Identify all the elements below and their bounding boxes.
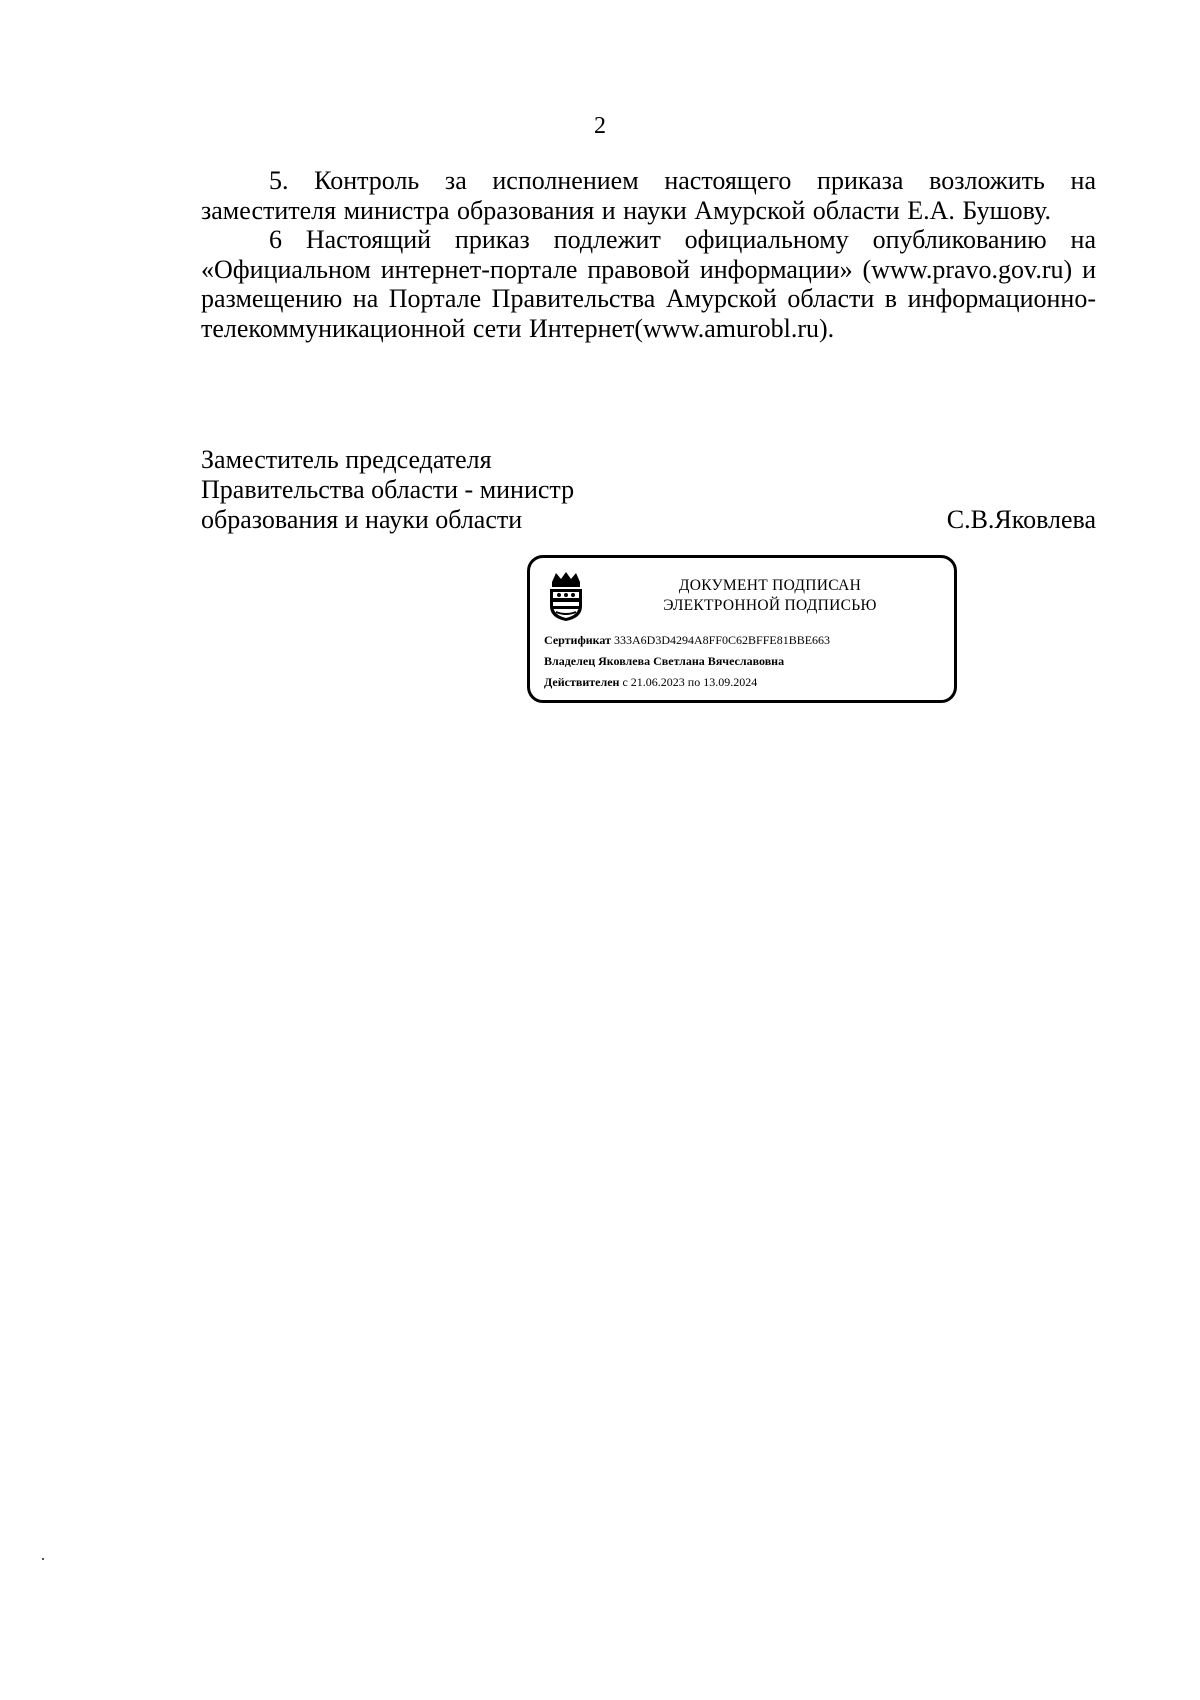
scan-speck — [42, 1558, 44, 1560]
paragraph-control: 5. Контроль за исполнением настоящего приказа возложить на заместителя министра образования и науки Амурской области Е.А. Бушову. — [201, 166, 1096, 225]
stamp-details — [544, 630, 954, 693]
validity-from-word: с — [622, 675, 628, 689]
stamp-title-line1: ДОКУМЕНТ ПОДПИСАН — [678, 577, 862, 594]
signatory-name: С.В.Яковлева — [946, 505, 1096, 534]
electronic-signature-stamp — [527, 555, 957, 703]
validity-to-date: 13.09.2024 — [703, 675, 758, 689]
signatory-position-line: Правительства области - министр — [201, 475, 575, 504]
stamp-title-line2: ЭЛЕКТРОННОЙ ПОДПИСЬЮ — [663, 597, 877, 614]
stamp-title — [600, 576, 940, 616]
certificate-value: 333A6D3D4294A8FF0C62BFFE81BBE663 — [614, 633, 831, 647]
owner-row — [544, 651, 954, 672]
validity-row — [544, 672, 954, 693]
signature-block — [201, 445, 1096, 535]
owner-value: Яковлева Светлана Вячеславовна — [598, 654, 785, 668]
owner-label: Владелец — [544, 654, 596, 668]
certificate-row — [544, 630, 954, 651]
validity-from-date: 21.06.2023 — [630, 675, 685, 689]
amur-oblast-coat-of-arms-icon — [544, 570, 588, 622]
validity-label: Действителен — [544, 675, 620, 689]
validity-to-word: по — [687, 675, 701, 689]
signatory-position-line: образования и науки области — [201, 505, 523, 534]
order-body — [201, 166, 1096, 343]
certificate-label: Сертификат — [544, 633, 611, 647]
page-number: 2 — [594, 113, 606, 139]
signatory-position-line: Заместитель председателя — [201, 445, 492, 474]
paragraph-publication: 6 Настоящий приказ подлежит официальному опубликованию на «Официальном интернет-портале правовой информации» (www.pravo.gov.ru) и размещению на Портале Правительства Амурской области в информационно-телекоммуникационной сети Интернет(www.amurobl.ru). — [201, 225, 1096, 343]
